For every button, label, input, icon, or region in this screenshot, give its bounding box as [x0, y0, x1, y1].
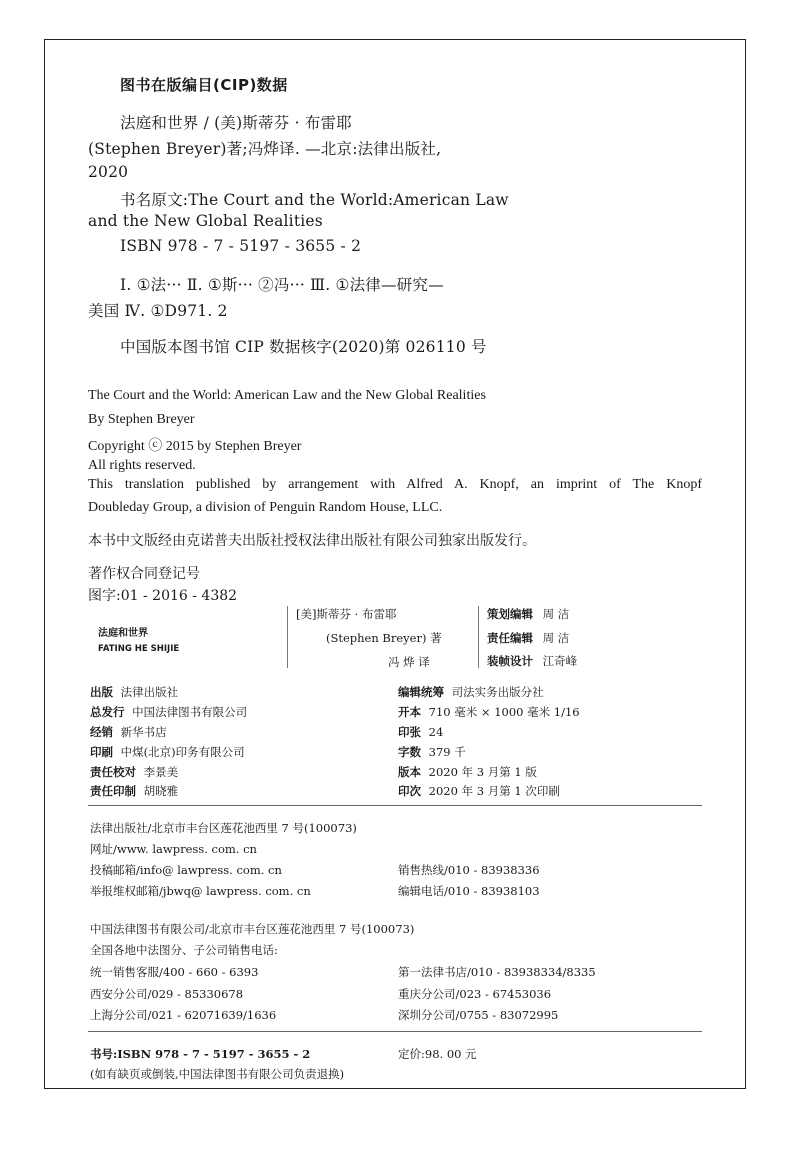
cip-isbn-line: ISBN 978 - 7 - 5197 - 3655 - 2 — [120, 237, 362, 255]
sheets-label: 印张 — [398, 725, 421, 739]
english-author: By Stephen Breyer — [88, 412, 195, 427]
sales-hotline: 销售热线/010 - 83938336 — [398, 863, 540, 877]
dealer-row — [90, 724, 167, 740]
english-rights: All rights reserved. — [88, 458, 196, 473]
publisher-value: 法律出版社 — [120, 685, 179, 699]
planning-editor — [487, 606, 569, 622]
cip-original-title-cont: and the New Global Realities — [88, 212, 323, 230]
english-copyright: Copyright ⓒ 2015 by Stephen Breyer — [88, 439, 302, 454]
column-divider-left — [287, 606, 288, 668]
registration-number: 图字:01 - 2016 - 4382 — [88, 588, 238, 604]
distributor-address: 中国法律图书有限公司/北京市丰台区莲花池西里 7 号(100073) — [90, 922, 415, 936]
book-author-cn: [美]斯蒂芬 · 布雷耶 — [296, 607, 397, 621]
edition-value: 2020 年 3 月第 1 版 — [428, 765, 537, 779]
publisher-label: 出版 — [90, 685, 113, 699]
sheets-row — [398, 724, 443, 740]
dealer-value: 新华书店 — [120, 725, 167, 739]
footer-isbn: 书号:ISBN 978 - 7 - 5197 - 3655 - 2 — [90, 1047, 311, 1061]
english-translation-line2: Doubleday Group, a division of Penguin Random House, LLC. — [88, 500, 443, 515]
editor-phone: 编辑电话/010 - 83938103 — [398, 884, 540, 898]
responsible-editor — [487, 630, 569, 646]
editorial-row — [398, 684, 544, 700]
sheets-value: 24 — [428, 725, 444, 739]
proofread-label: 责任校对 — [90, 765, 136, 779]
shenzhen-branch: 深圳分公司/0755 - 83072995 — [398, 1008, 559, 1022]
proofread-value: 李景美 — [143, 765, 179, 779]
unified-service: 统一销售客服/400 - 660 - 6393 — [90, 965, 259, 979]
words-row — [398, 744, 466, 760]
proofread-row — [90, 764, 178, 780]
dealer-label: 经销 — [90, 725, 113, 739]
edition-row — [398, 764, 537, 780]
distributor-value: 中国法律图书有限公司 — [132, 705, 248, 719]
footer-notice: (如有缺页或倒装,中国法律图书有限公司负责退换) — [90, 1067, 345, 1081]
publisher-address: 法律出版社/北京市丰台区莲花池西里 7 号(100073) — [90, 821, 357, 835]
branches-heading: 全国各地中法图分、子公司销售电话: — [90, 943, 278, 957]
column-divider-right — [478, 606, 479, 668]
book-title-cn: 法庭和世界 — [98, 628, 148, 639]
responsible-editor-value: 周 洁 — [542, 631, 570, 645]
english-translation-line1: This translation published by arrangement with Alfred A. Knopf, an imprint of The Knopf — [88, 477, 702, 492]
words-label: 字数 — [398, 745, 421, 759]
cover-design — [487, 653, 577, 669]
printer-row — [90, 744, 245, 760]
divider-2 — [88, 1031, 702, 1032]
cip-year-line: 2020 — [88, 163, 129, 181]
print-resp-row — [90, 783, 178, 799]
cover-design-value: 江奇峰 — [542, 654, 578, 668]
impression-label: 印次 — [398, 784, 421, 798]
footer-price: 定价:98. 00 元 — [398, 1047, 477, 1061]
book-title-pinyin: FATING HE SHIJIE — [98, 644, 180, 654]
words-value: 379 千 — [428, 745, 466, 759]
edition-label: 版本 — [398, 765, 421, 779]
report-email: 举报维权邮箱/jbwq@ lawpress. com. cn — [90, 884, 311, 898]
impression-row — [398, 783, 560, 799]
divider-1 — [88, 805, 702, 806]
cip-record-number: 中国版本图书馆 CIP 数据核字(2020)第 026110 号 — [120, 338, 487, 356]
cip-title-line: 法庭和世界 / (美)斯蒂芬 · 布雷耶 — [120, 114, 352, 132]
registration-label: 著作权合同登记号 — [88, 566, 200, 582]
book-translator: 冯 烨 译 — [388, 655, 430, 669]
planning-editor-label: 策划编辑 — [487, 607, 533, 621]
editorial-value: 司法实务出版分社 — [451, 685, 544, 699]
submission-email: 投稿邮箱/info@ lawpress. com. cn — [90, 863, 282, 877]
format-label: 开本 — [398, 705, 421, 719]
impression-value: 2020 年 3 月第 1 次印刷 — [428, 784, 560, 798]
print-resp-value: 胡晓雅 — [143, 784, 179, 798]
planning-editor-value: 周 洁 — [542, 607, 570, 621]
cip-author-line: (Stephen Breyer)著;冯烨译. —北京:法律出版社, — [88, 140, 442, 158]
xian-branch: 西安分公司/029 - 85330678 — [90, 987, 244, 1001]
cip-classification-line: Ⅰ. ①法··· Ⅱ. ①斯··· ②冯··· Ⅲ. ①法律—研究— — [120, 276, 444, 294]
format-value: 710 毫米 × 1000 毫米 1/16 — [428, 705, 580, 719]
responsible-editor-label: 责任编辑 — [487, 631, 533, 645]
chongqing-branch: 重庆分公司/023 - 67453036 — [398, 987, 552, 1001]
printer-value: 中煤(北京)印务有限公司 — [120, 745, 245, 759]
cip-original-title-line: 书名原文:The Court and the World:American Law — [120, 191, 509, 209]
publisher-row — [90, 684, 178, 700]
cover-design-label: 装帧设计 — [487, 654, 533, 668]
format-row — [398, 704, 580, 720]
book-author-en: (Stephen Breyer) 著 — [326, 631, 442, 645]
first-law-bookstore: 第一法律书店/010 - 83938334/8335 — [398, 965, 596, 979]
cip-classification-cont: 美国 Ⅳ. ①D971. 2 — [88, 302, 228, 320]
editorial-label: 编辑统筹 — [398, 685, 444, 699]
website: 网址/www. lawpress. com. cn — [90, 842, 257, 856]
shanghai-branch: 上海分公司/021 - 62071639/1636 — [90, 1008, 277, 1022]
english-title: The Court and the World: American Law and the New Global Realities — [88, 388, 486, 403]
cip-heading: 图书在版编目(CIP)数据 — [120, 76, 288, 94]
distributor-label: 总发行 — [90, 705, 125, 719]
printer-label: 印刷 — [90, 745, 113, 759]
print-resp-label: 责任印制 — [90, 784, 136, 798]
license-statement: 本书中文版经由克诺普夫出版社授权法律出版社有限公司独家出版发行。 — [88, 533, 536, 549]
distributor-row — [90, 704, 247, 720]
